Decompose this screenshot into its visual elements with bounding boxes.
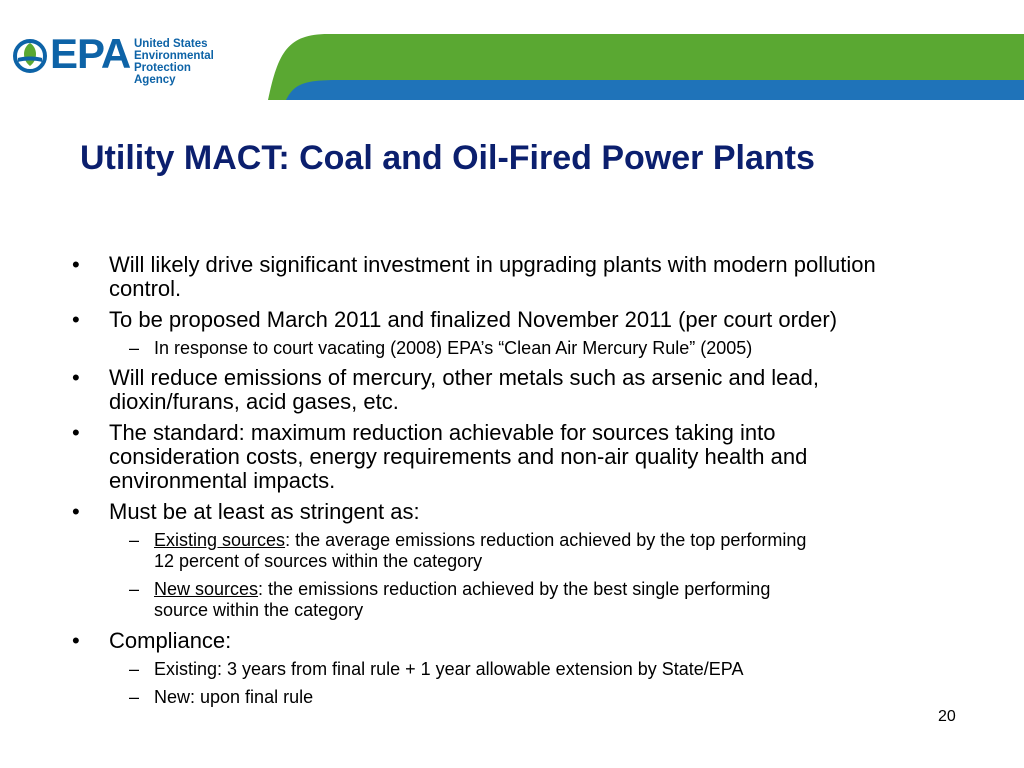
sub-bullet-text: 12 percent of sources within the category: [154, 551, 483, 571]
agency-line-2: Environmental Protection: [134, 50, 214, 74]
bullet-text: Will likely drive significant investment in upgrading plants with modern pollution: [109, 252, 876, 277]
bullet-text: consideration costs, energy requirements and non-air quality health and: [109, 444, 808, 469]
sub-bullet-text: : the emissions reduction achieved by the best single performing: [258, 579, 771, 599]
sub-bullet-text: : the average emissions reduction achieved by the top performing: [285, 530, 807, 550]
bullet-text: dioxin/furans, acid gases, etc.: [109, 389, 399, 414]
epa-logo: [10, 30, 270, 86]
bullet-marker: •: [72, 252, 80, 277]
bullet-text: environmental impacts.: [109, 468, 336, 493]
dash-marker: –: [129, 579, 140, 599]
bullet-text: To be proposed March 2011 and finalized November 2011 (per court order): [109, 307, 838, 332]
dash-marker: –: [129, 687, 140, 707]
sub-bullet-text: source within the category: [154, 600, 364, 620]
bullet-marker: •: [72, 420, 80, 445]
agency-line-1: United States: [134, 38, 208, 50]
slide-title: Utility MACT: Coal and Oil-Fired Power Plants: [80, 139, 815, 177]
bullet-text: control.: [109, 276, 182, 301]
dash-marker: –: [129, 530, 140, 550]
bullet-marker: •: [72, 307, 80, 332]
dash-marker: –: [129, 659, 140, 679]
bullet-text: Compliance:: [109, 628, 232, 653]
bullet-marker: •: [72, 628, 80, 653]
sub-bullet-text: In response to court vacating (2008) EPA’s “Clean Air Mercury Rule” (2005): [154, 338, 753, 358]
bullet-text: Must be at least as stringent as:: [109, 499, 420, 524]
dash-marker: –: [129, 338, 140, 358]
epa-flower-icon: [10, 36, 50, 76]
sub-bullet-text: New: upon final rule: [154, 687, 314, 707]
new-sources-label: New sources: [154, 579, 259, 599]
agency-line-3: Agency: [134, 74, 176, 86]
sub-bullet-text: Existing: 3 years from final rule + 1 year allowable extension by State/EPA: [154, 659, 744, 679]
page-number: 20: [938, 708, 956, 725]
bullet-text: Will reduce emissions of mercury, other metals such as arsenic and lead,: [109, 365, 819, 390]
existing-sources-label: Existing sources: [154, 530, 286, 550]
agency-name: [134, 38, 270, 86]
header-band: [268, 32, 1024, 100]
epa-wordmark: EPA: [50, 30, 131, 77]
bullet-text: The standard: maximum reduction achievable for sources taking into: [109, 420, 776, 445]
bullet-marker: •: [72, 499, 80, 524]
slide-header: [0, 0, 1024, 100]
bullet-marker: •: [72, 365, 80, 390]
